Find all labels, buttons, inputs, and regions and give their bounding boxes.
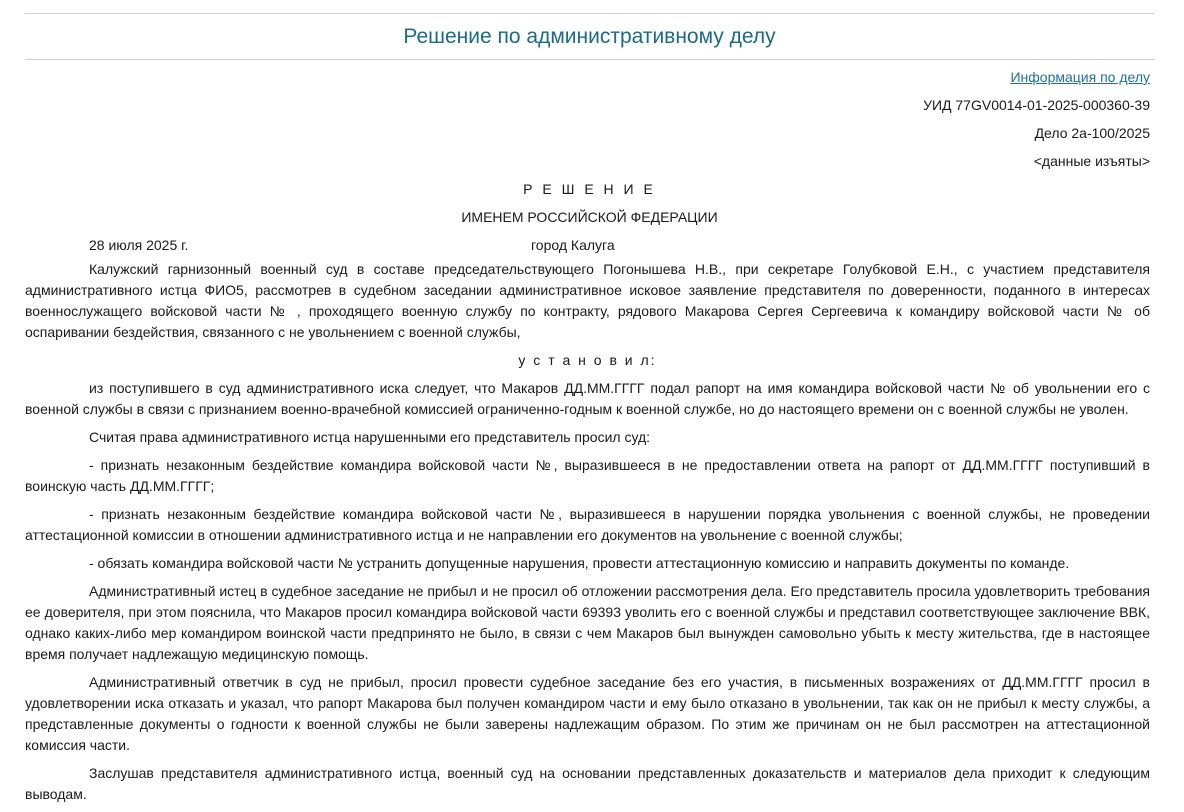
decision-heading: Р Е Ш Е Н И Е <box>523 181 656 197</box>
paragraph: из поступившего в суд административного иска следует, что Макаров ДД.ММ.ГГГГ подал рапорт на имя командира войсковой части № об увольнении его с военной службы в связи с признанием военно-врачебной комиссией ограниченно-годным к военной службе, но до настоящего времени он с военной службы не уволен. <box>25 380 1150 417</box>
paragraph-established: у с т а н о в и л: <box>518 352 657 368</box>
case-meta <box>25 60 1154 169</box>
paragraph: Заслушав представителя административного истца, военный суд на основании представленных доказательств и материалов дела приходит к следующим выводам. <box>25 765 1150 802</box>
paragraph-intro: Калужский гарнизонный военный суд в составе председательствующего Погонышева Н.В., при секретаре Голубковой Е.Н., с участием представителя административного истца ФИО5, рассмотрев в судебном заседании административное исковое заявление представителя по доверенности, поданного в интересах военнослужащего войсковой части № , проходящего военную службу по контракту, рядового Макарова Сергея Сергеевича к командиру войсковой части № об оспаривании бездействия, связанного с не увольнением с военной службы, <box>25 261 1150 340</box>
redacted-note: <данные изъяты> <box>1033 153 1150 169</box>
document-page <box>25 0 1154 812</box>
decision-date: 28 июля 2025 г. <box>89 237 189 253</box>
paragraph: - признать незаконным бездействие командира войсковой части №, выразившееся в не предоставлении ответа на рапорт от ДД.ММ.ГГГГ поступивший в воинскую часть ДД.ММ.ГГГГ; <box>25 457 1150 494</box>
paragraph: Административный ответчик в суд не прибыл, просил провести судебное заседание без его участия, в письменных возражениях от ДД.ММ.ГГГГ просил в удовлетворении иска отказать и указал, что рапорт Макарова был получен командиром части и ему было отказано в увольнении, так как он не прибыл к месту службы, а представленные документы о годности к военной службы не были заверены надлежащим образом. По этим же причинам он не был рассмотрен на аттестационной комиссия части. <box>25 674 1150 753</box>
page-title: Решение по административному делу <box>403 25 776 48</box>
date-city-line <box>25 238 1154 253</box>
case-info-link[interactable]: Информация по делу <box>1010 69 1150 85</box>
case-number: Дело 2а-100/2025 <box>1034 125 1150 141</box>
case-uid: УИД 77GV0014-01-2025-000360-39 <box>923 97 1150 113</box>
paragraph: Административный истец в судебное заседание не прибыл и не просил об отложении рассмотрения дела. Его представитель просила удовлетворить требования ее доверителя, при этом пояснила, что Макаров просил командира войсковой части 69393 уволить его с военной службы и представил соответствующее заключение ВВК, однако каких-либо мер командиром воинской части предпринято не было, в связи с чем Макаров был вынужден самовольно убыть к месту жительства, где в настоящее время получает надлежащую медицинскую помощь. <box>25 583 1150 662</box>
document-body <box>25 259 1154 805</box>
paragraph: - признать незаконным бездействие командира войсковой части №, выразившееся в нарушении порядка увольнения с военной службы, не проведении аттестационной комиссии в отношении административного истца и не направлении его документов на увольнение с военной службы; <box>25 506 1150 543</box>
paragraph: Считая права административного истца нарушенными его представитель просил суд: <box>89 429 651 445</box>
decision-subheading: ИМЕНЕМ РОССИЙСКОЙ ФЕДЕРАЦИИ <box>461 209 718 225</box>
decision-city: город Калуга <box>531 237 615 253</box>
paragraph: - обязать командира войсковой части № устранить допущенные нарушения, провести аттестационную комиссию и направить документы по команде. <box>89 555 1070 571</box>
